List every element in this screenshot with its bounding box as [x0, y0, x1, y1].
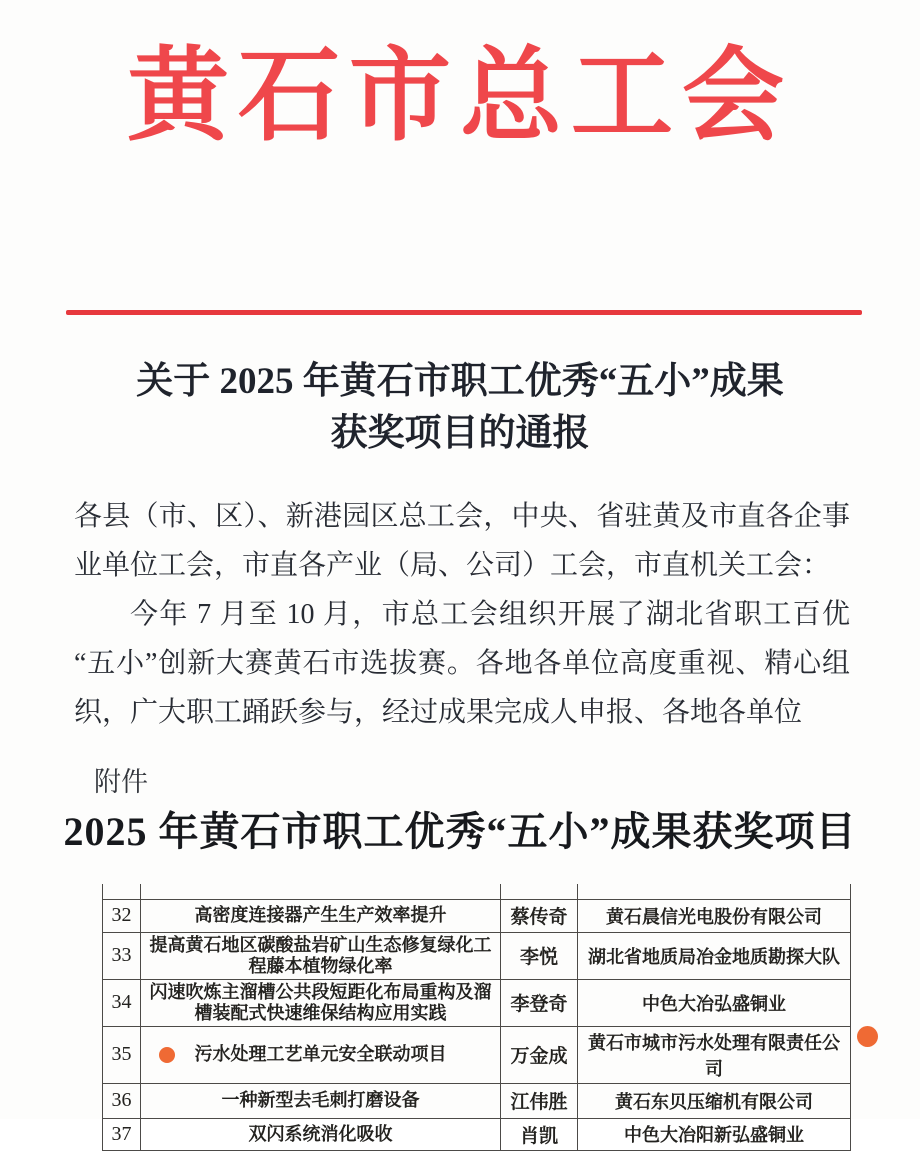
cell-company-name: 中色大冶弘盛铜业	[578, 979, 851, 1026]
notice-title	[40, 356, 880, 460]
cell-project-name	[141, 932, 501, 979]
table-row	[103, 1118, 851, 1150]
project-name-text: 污水处理工艺单元安全联动项目	[194, 1044, 447, 1064]
cell-project-name	[141, 899, 501, 932]
cell-row-number: 35	[103, 1026, 141, 1083]
cell-person-name: 李悦	[501, 932, 578, 979]
cell-person-name: 万金成	[501, 1026, 578, 1083]
attachment-table-title: 2025 年黄石市职工优秀“五小”成果获奖项目	[63, 809, 857, 854]
cell-person-name: 蔡传奇	[501, 899, 578, 932]
project-name-text: 闪速吹炼主溜槽公共段短距化布局重构及溜槽装配式快速维保结构应用实践	[149, 981, 492, 1023]
cell-project-name	[141, 1118, 501, 1150]
margin-marker-dot-icon	[857, 1026, 878, 1047]
notice-title-line2: 获奖项目的通报	[330, 413, 590, 454]
cell-company-name: 中色大冶阳新弘盛铜业	[578, 1118, 851, 1150]
project-name-text: 高密度连接器产生生产效率提升	[194, 905, 447, 925]
attachment-label: 附件	[94, 767, 148, 797]
letterhead-red-divider	[66, 310, 862, 315]
cell-row-number: 36	[103, 1083, 141, 1118]
cell-company-name: 湖北省地质局冶金地质勘探大队	[578, 932, 851, 979]
project-name-text: 提高黄石地区碳酸盐岩矿山生态修复绿化工程藤本植物绿化率	[149, 934, 492, 976]
letterhead-org-title: 黄石市总工会	[127, 41, 793, 154]
cell-person-name: 江伟胜	[501, 1083, 578, 1118]
cell-row-number: 33	[103, 932, 141, 979]
table-row	[103, 932, 851, 979]
cell-project-name	[141, 979, 501, 1026]
awards-table-body	[103, 884, 851, 1150]
table-row	[103, 979, 851, 1026]
awards-table	[102, 884, 851, 1151]
notice-title-line1: 关于 2025 年黄石市职工优秀“五小”成果	[136, 361, 784, 402]
cell-project-name	[141, 1083, 501, 1118]
cell-row-number: 34	[103, 979, 141, 1026]
row-marker-dot-icon	[159, 1047, 175, 1063]
table-row	[103, 1083, 851, 1118]
project-name-text: 双闪系统消化吸收	[248, 1123, 393, 1144]
notice-body	[74, 492, 850, 737]
cell-company-name: 黄石晨信光电股份有限公司	[578, 899, 851, 932]
cell-row-number: 37	[103, 1118, 141, 1150]
cell-company-name: 黄石东贝压缩机有限公司	[578, 1083, 851, 1118]
table-row	[103, 899, 851, 932]
cell-person-name: 肖凯	[501, 1118, 578, 1150]
project-name-text: 一种新型去毛刺打磨设备	[221, 1090, 420, 1110]
notice-salutation: 各县（市、区）、新港园区总工会，中央、省驻黄及市直各企事业单位工会，市直各产业（局、公司）工会，市直机关工会：	[74, 501, 850, 581]
cell-company-name: 黄石市城市污水处理有限责任公司	[578, 1026, 851, 1083]
notice-paragraph: 今年 7 月至 10 月，市总工会组织开展了湖北省职工百优“五小”创新大赛黄石市选拔赛。各地各单位高度重视、精心组织，广大职工踊跃参与，经过成果完成人申报、各地各单位	[74, 599, 850, 728]
cell-row-number: 32	[103, 899, 141, 932]
table-row	[103, 1026, 851, 1083]
cell-person-name: 李登奇	[501, 979, 578, 1026]
table-row-partial	[103, 884, 851, 899]
cell-project-name	[141, 1026, 501, 1083]
awards-table-wrap	[102, 884, 852, 1151]
